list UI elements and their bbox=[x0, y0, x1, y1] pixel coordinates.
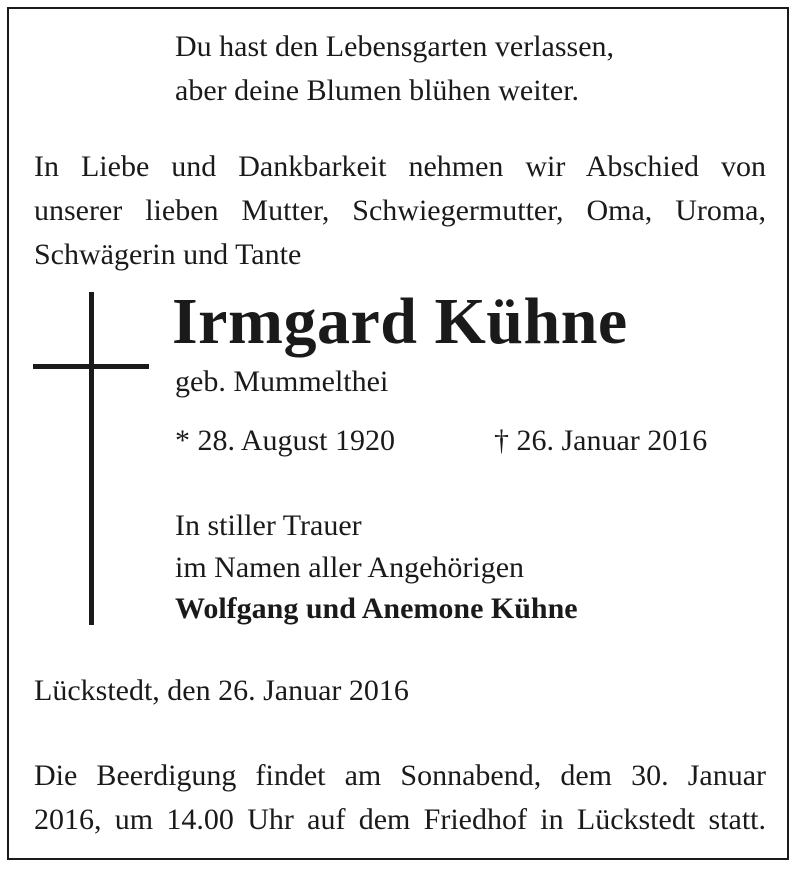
maiden-name: geb. Mummelthei bbox=[175, 365, 389, 398]
intro-line-2: unserer lieben Mutter, Schwiegermutter, Oma, Uroma, bbox=[34, 194, 766, 227]
funeral-line-2: 2016, um 14.00 Uhr auf dem Friedhof in Lückstedt statt. bbox=[34, 803, 766, 836]
funeral-line-1: Die Beerdigung findet am Sonnabend, dem 30. Januar bbox=[34, 759, 766, 792]
cross-icon-bar bbox=[33, 364, 149, 369]
funeral-info bbox=[34, 754, 766, 842]
deceased-name: Irmgard Kühne bbox=[172, 285, 628, 358]
poem-line-2: aber deine Blumen blühen weiter. bbox=[175, 74, 580, 107]
intro-text bbox=[34, 145, 766, 277]
poem-line-1: Du hast den Lebensgarten verlassen, bbox=[175, 30, 615, 63]
mourning-line: In stiller Trauer bbox=[175, 509, 362, 542]
birth-date: * 28. August 1920 bbox=[175, 424, 396, 457]
signatory-names: Wolfgang und Anemone Kühne bbox=[175, 592, 578, 625]
intro-line-3: Schwägerin und Tante bbox=[34, 238, 302, 271]
relatives-line: im Namen aller Angehörigen bbox=[175, 551, 525, 584]
death-date: † 26. Januar 2016 bbox=[494, 424, 708, 457]
cross-icon bbox=[89, 292, 94, 625]
place-date: Lückstedt, den 26. Januar 2016 bbox=[34, 674, 409, 707]
intro-line-1: In Liebe und Dankbarkeit nehmen wir Abschied von bbox=[34, 150, 766, 183]
